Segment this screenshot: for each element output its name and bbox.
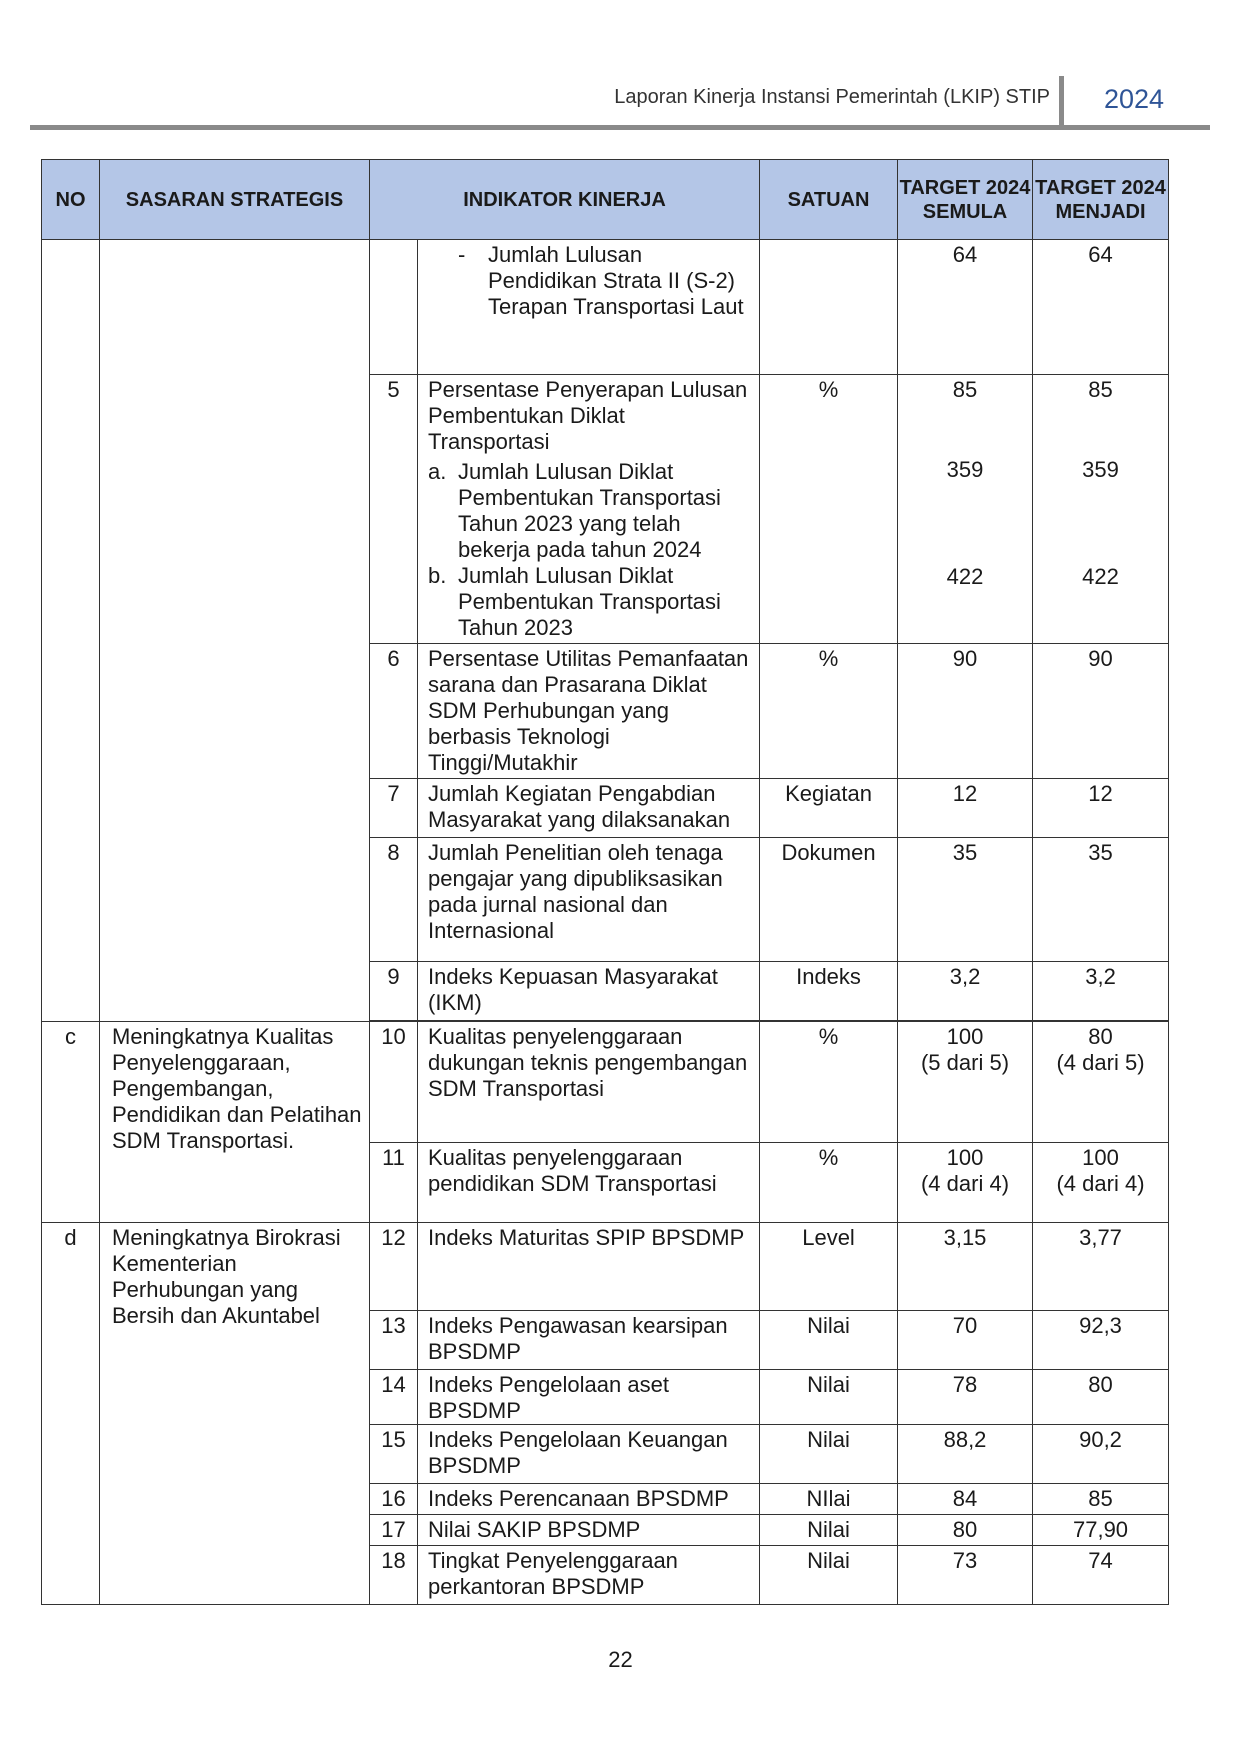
indicator-cell: Tingkat Penyelenggaraan perkantoran BPSDMP bbox=[418, 1546, 760, 1605]
target-semula: 73 bbox=[898, 1546, 1033, 1605]
target-semula: 80 bbox=[898, 1515, 1033, 1546]
target-semula: 100 (4 dari 4) bbox=[898, 1143, 1033, 1223]
col-header-no: NO bbox=[42, 160, 100, 240]
group-no: c bbox=[42, 1022, 100, 1223]
target-semula: 84 bbox=[898, 1484, 1033, 1515]
indicator-cell bbox=[418, 375, 760, 644]
target-semula: 70 bbox=[898, 1311, 1033, 1370]
indicator-cell: Indeks Pengelolaan aset BPSDMP bbox=[418, 1370, 760, 1425]
target-menjadi: 12 bbox=[1033, 779, 1169, 838]
row-number: 18 bbox=[370, 1546, 418, 1605]
indicator-cell: Kualitas penyelenggaraan dukungan teknis pengembangan SDM Transportasi bbox=[418, 1022, 760, 1143]
target-menjadi: 80 (4 dari 5) bbox=[1033, 1022, 1169, 1143]
target-menjadi: 80 bbox=[1033, 1370, 1169, 1425]
indicator-cell: Indeks Maturitas SPIP BPSDMP bbox=[418, 1223, 760, 1311]
target-semula: 64 bbox=[898, 240, 1033, 375]
target-menjadi: 90 bbox=[1033, 644, 1169, 779]
row-number: 9 bbox=[370, 962, 418, 1021]
sub-indicator: b. Jumlah Lulusan Diklat Pembentukan Transportasi Tahun 2023 bbox=[428, 563, 721, 640]
target-menjadi: 64 bbox=[1033, 240, 1169, 375]
table-header-row bbox=[42, 160, 1169, 240]
row-number: 6 bbox=[370, 644, 418, 779]
target-semula: 12 bbox=[898, 779, 1033, 838]
row-number: 15 bbox=[370, 1425, 418, 1484]
indicator-cell: Persentase Utilitas Pemanfaatan sarana dan Prasarana Diklat SDM Perhubungan yang berbasis Teknologi Tinggi/Mutakhir bbox=[418, 644, 760, 779]
sub-indicator: - Jumlah Lulusan Pendidikan Strata II (S-2) Terapan Transportasi Laut bbox=[458, 242, 744, 319]
row-number: 13 bbox=[370, 1311, 418, 1370]
row-number: 17 bbox=[370, 1515, 418, 1546]
unit-cell: % bbox=[760, 375, 898, 644]
target-semula: 100 (5 dari 5) bbox=[898, 1022, 1033, 1143]
row-number: 7 bbox=[370, 779, 418, 838]
indicator-text: Persentase Penyerapan Lulusan Pembentukan Diklat Transportasi bbox=[428, 377, 748, 454]
report-title: Laporan Kinerja Instansi Pemerintah (LKIP) STIP bbox=[614, 86, 1050, 108]
target-menjadi: 3,77 bbox=[1033, 1223, 1169, 1311]
indicator-cell: Indeks Pengawasan kearsipan BPSDMP bbox=[418, 1311, 760, 1370]
row-number: 10 bbox=[370, 1022, 418, 1143]
row-number: 16 bbox=[370, 1484, 418, 1515]
indicator-cell: Indeks Kepuasan Masyarakat (IKM) bbox=[418, 962, 760, 1021]
indicator-cell: Jumlah Penelitian oleh tenaga pengajar yang dipubliksasikan pada jurnal nasional dan Internasional bbox=[418, 838, 760, 962]
unit-cell: Nilai bbox=[760, 1311, 898, 1370]
unit-cell: Nilai bbox=[760, 1370, 898, 1425]
row-no-cell bbox=[42, 240, 100, 1022]
target-semula: 85 359 422 bbox=[898, 375, 1033, 644]
indicator-cell: Kualitas penyelenggaraan pendidikan SDM Transportasi bbox=[418, 1143, 760, 1223]
unit-cell: Kegiatan bbox=[760, 779, 898, 838]
target-menjadi: 3,2 bbox=[1033, 962, 1169, 1021]
indicator-cell bbox=[418, 240, 760, 375]
unit-cell: % bbox=[760, 1022, 898, 1143]
sasaran-cell bbox=[100, 240, 370, 1022]
indicator-cell: Indeks Pengelolaan Keuangan BPSDMP bbox=[418, 1425, 760, 1484]
col-header-sasaran: SASARAN STRATEGIS bbox=[100, 160, 370, 240]
unit-cell: Level bbox=[760, 1223, 898, 1311]
target-semula: 78 bbox=[898, 1370, 1033, 1425]
target-menjadi: 35 bbox=[1033, 838, 1169, 962]
sasaran-strategis: Meningkatnya Birokrasi Kementerian Perhubungan yang Bersih dan Akuntabel bbox=[100, 1223, 370, 1605]
col-header-target-semula: TARGET 2024 SEMULA bbox=[898, 160, 1033, 240]
target-menjadi: 74 bbox=[1033, 1546, 1169, 1605]
page-number: 22 bbox=[608, 1647, 633, 1672]
row-number: 5 bbox=[370, 375, 418, 644]
target-menjadi: 100 (4 dari 4) bbox=[1033, 1143, 1169, 1223]
row-number bbox=[370, 240, 418, 375]
row-number: 8 bbox=[370, 838, 418, 962]
header-divider bbox=[1059, 76, 1064, 128]
unit-cell: Nilai bbox=[760, 1425, 898, 1484]
indicator-cell: Indeks Perencanaan BPSDMP bbox=[418, 1484, 760, 1515]
target-semula: 3,15 bbox=[898, 1223, 1033, 1311]
indicator-cell: Jumlah Kegiatan Pengabdian Masyarakat yang dilaksanakan bbox=[418, 779, 760, 838]
unit-cell bbox=[760, 240, 898, 375]
target-menjadi: 85 359 422 bbox=[1033, 375, 1169, 644]
indicator-cell: Nilai SAKIP BPSDMP bbox=[418, 1515, 760, 1546]
header-rule bbox=[30, 125, 1210, 130]
table-row bbox=[42, 1223, 1169, 1311]
col-header-indikator: INDIKATOR KINERJA bbox=[370, 160, 760, 240]
target-semula: 3,2 bbox=[898, 962, 1033, 1021]
target-semula: 90 bbox=[898, 644, 1033, 779]
unit-cell: Nilai bbox=[760, 1515, 898, 1546]
unit-cell: Nilai bbox=[760, 1546, 898, 1605]
unit-cell: Indeks bbox=[760, 962, 898, 1021]
target-menjadi: 85 bbox=[1033, 1484, 1169, 1515]
row-number: 11 bbox=[370, 1143, 418, 1223]
target-semula: 35 bbox=[898, 838, 1033, 962]
target-menjadi: 90,2 bbox=[1033, 1425, 1169, 1484]
target-semula: 88,2 bbox=[898, 1425, 1033, 1484]
table-row bbox=[42, 240, 1169, 375]
sub-indicator: a. Jumlah Lulusan Diklat Pembentukan Transportasi Tahun 2023 yang telah bekerja pada tahun 2024 bbox=[428, 459, 721, 562]
unit-cell: NIlai bbox=[760, 1484, 898, 1515]
row-number: 12 bbox=[370, 1223, 418, 1311]
col-header-satuan: SATUAN bbox=[760, 160, 898, 240]
unit-cell: Dokumen bbox=[760, 838, 898, 962]
sasaran-strategis: Meningkatnya Kualitas Penyelenggaraan, Pengembangan, Pendidikan dan Pelatihan SDM Transportasi. bbox=[100, 1022, 370, 1223]
row-number: 14 bbox=[370, 1370, 418, 1425]
table-row bbox=[42, 1022, 1169, 1143]
performance-table bbox=[41, 159, 1169, 1605]
target-menjadi: 77,90 bbox=[1033, 1515, 1169, 1546]
group-no: d bbox=[42, 1223, 100, 1605]
target-menjadi: 92,3 bbox=[1033, 1311, 1169, 1370]
unit-cell: % bbox=[760, 1143, 898, 1223]
report-year: 2024 bbox=[1104, 84, 1165, 114]
unit-cell: % bbox=[760, 644, 898, 779]
col-header-target-menjadi: TARGET 2024 MENJADI bbox=[1033, 160, 1169, 240]
